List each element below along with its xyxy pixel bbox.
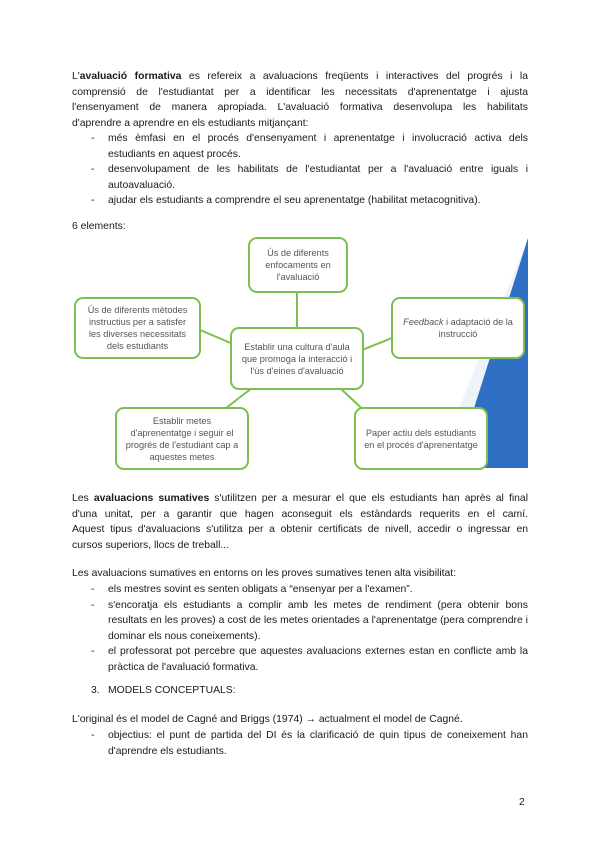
element-box-center: Establir una cultura d'aula que promoga la interacció i l'ús d'eines d'avaluació [230,327,364,390]
element-box-bottom-left: Establir metes d'aprenentatge i seguir el progrés de l'estudiant cap a aquestes metes [115,407,249,470]
section-number: 3. [91,685,100,696]
page-number: 2 [519,797,525,808]
list-item: - desenvolupament de les habilitats de l'estudiantat per a l'avaluació entre iguals i autoavaluació. [91,164,528,191]
summative-paragraph [72,491,528,553]
model-list [72,728,528,759]
elements-heading: 6 elements: [72,221,126,232]
paragraph-line: L'avaluació formativa es refereix a avaluacions freqüents i interactives del progrés i la [72,71,528,82]
bold-term: avaluació formativa [79,71,182,82]
list-item: - s'encoratja els estudiants a complir amb les metes de rendiment (pera obtenir bons resultats en les proves) a cost de les metes orientades a l'aprenentatge (pera comprendre i dominar els nous coneixements). [91,599,528,642]
paragraph-line: l'ensenyament de manera apropiada. L'avaluació formativa desenvolupa les habilitats [72,102,528,114]
list-item: - objectius: el punt de partida del DI és la clarificació de quin tipus de coneixement han d'aprendre els estudiants. [91,730,528,757]
element-box-left: Ús de diferents mètodes instructius per a satisfer les diverses necessitats dels estudiants [74,297,201,359]
visibility-line: Les avaluacions sumatives en entorns on les proves sumatives tenen alta visibilitat: [72,568,457,579]
list-item: - ajudar els estudiants a comprendre el seu aprenentatge (habilitat metacognitiva). [91,195,481,207]
summative-effects-list [72,582,528,676]
paragraph-line: Aquest tipus d'avaluacions s'utilitza per a obtenir certificats de nivell, accedir o ingressar en [72,524,528,536]
element-box-bottom-right: Paper actiu dels estudiants en el procés d'aprenentatge [354,407,488,470]
paragraph-line: comprensió de l'estudiantat per a identificar les necessitats d'aprenentatge i ajusta [72,86,528,98]
list-item: - més èmfasi en el procés d'ensenyament i aprenentatge i involucració activa dels estudiants en aquest procés. [91,133,528,160]
connector-line [362,338,392,350]
paragraph-line: Les avaluacions sumatives s'utilitzen per a mesurar el que els estudiants han après al final [72,493,529,504]
paragraph-line: cursos superiors, llocs de treball... [72,539,230,551]
element-box-top: Ús de diferents enfocaments en l'avaluació [248,237,348,293]
element-box-right: Feedback i adaptació de la instrucció [391,297,525,359]
bold-term: avaluacions sumatives [93,493,210,504]
model-line: L'original és el model de Cagné and Briggs (1974) → actualment el model de Cagné. [72,714,463,725]
paragraph-line: d'aprendre a aprendre en els estudiants mitjançant: [72,117,309,129]
list-item: - els mestres sovint es senten obligats a “ensenyar per a l'examen”. [91,584,413,595]
section-title: MODELS CONCEPTUALS: [108,685,236,696]
list-item: - el professorat pot percebre que aquestes avaluacions externes estan en conflicte amb la pràctica de l'avaluació formativa. [91,646,528,673]
connector-line [200,330,233,344]
paragraph-line: d'una unitat, per a garantir que hagen aconseguit els estàndards requerits en el camí. [72,508,528,520]
